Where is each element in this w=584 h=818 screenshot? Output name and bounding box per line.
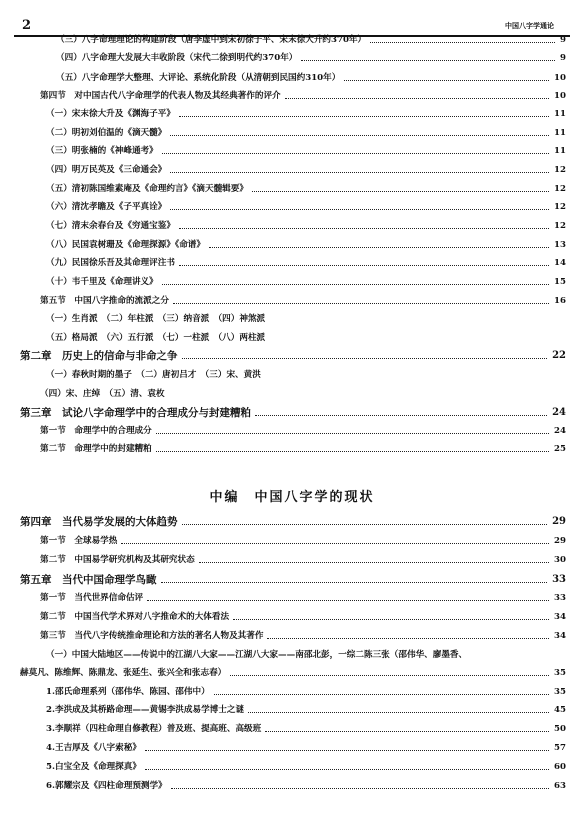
- toc-entry-label: 第四节 对中国古代八字命理学的代表人物及其经典著作的评介: [40, 91, 281, 101]
- toc-entry-label: （五）清初陈国维素庵及《命理约言》《滴天髓辑要》: [46, 184, 248, 194]
- toc-entry-page: 24: [554, 426, 566, 436]
- dot-leader: [248, 702, 549, 713]
- toc-entry-label: （四）明万民英及《三命通会》: [46, 165, 167, 175]
- toc-entry-label: 第一节 当代世界信命估评: [40, 593, 144, 603]
- toc-entry-label: 第二节 命理学中的封建糟粕: [40, 444, 152, 454]
- dot-leader: [214, 684, 549, 695]
- toc-entry-page: 10: [554, 73, 566, 83]
- toc-entry-page: 22: [552, 350, 566, 361]
- toc-entry[interactable]: [0, 32, 584, 48]
- toc-entry[interactable]: [0, 759, 584, 775]
- toc-entry-label: 6.郭耀宗及《四柱命理预测学》: [46, 781, 167, 791]
- dot-leader: [170, 162, 549, 173]
- toc-entry-page: 29: [552, 516, 566, 527]
- toc-entry-page: 14: [554, 258, 566, 268]
- toc-entry[interactable]: [0, 311, 584, 327]
- dot-leader: [121, 533, 549, 544]
- toc-entry-page: 16: [554, 296, 566, 306]
- toc-entry-label: （二）明初刘伯温的《滴天髓》: [46, 128, 167, 138]
- toc-entry-page: 12: [554, 165, 566, 175]
- toc-entry-label: （三）明张楠的《神峰通考》: [46, 146, 158, 156]
- toc-entry-page: 11: [554, 128, 566, 138]
- toc-entry-page: 10: [554, 91, 566, 101]
- toc-entry[interactable]: [0, 721, 584, 737]
- toc-entry[interactable]: [0, 552, 584, 568]
- dot-leader: [230, 665, 549, 676]
- toc-entry[interactable]: [0, 423, 584, 439]
- dot-leader: [162, 274, 549, 285]
- dot-leader: [171, 778, 549, 789]
- toc-entry-label: （十）韦千里及《命理讲义》: [46, 277, 158, 287]
- toc-entry[interactable]: [0, 590, 584, 606]
- toc-entry-label: （五）八字命理学大整理、大评论、系统化阶段（从清朝到民国约310年）: [56, 73, 341, 83]
- toc-entry-label: （一）宋末徐大升及《渊海子平》: [46, 109, 175, 119]
- toc-entry-label: 赫莫凡、陈维辉、陈鼎龙、张延生、张兴全和张志春）: [20, 668, 227, 678]
- toc-entry[interactable]: [0, 199, 584, 215]
- dot-leader: [156, 441, 549, 452]
- toc-entry-page: 50: [554, 724, 566, 734]
- toc-entry-page: 33: [554, 593, 566, 603]
- toc-entry[interactable]: [0, 330, 584, 346]
- toc-entry[interactable]: [0, 348, 584, 364]
- toc-entry-label: （一）春秋时期的墨子 （二）唐初吕才 （三）宋、黄洪: [46, 370, 261, 380]
- dot-leader: [179, 106, 549, 117]
- toc-entry-label: （六）清沈孝瞻及《子平真诠》: [46, 202, 167, 212]
- toc-entry-page: 35: [554, 687, 566, 697]
- toc-entry[interactable]: [0, 647, 584, 663]
- toc-entry-label: 5.白宝全及《命理探真》: [46, 762, 141, 772]
- toc-entry-page: 11: [554, 109, 566, 119]
- toc-entry-page: 12: [554, 184, 566, 194]
- dot-leader: [182, 348, 548, 359]
- toc-entry-label: 4.王吉厚及《八字索秘》: [46, 743, 141, 753]
- dot-leader: [344, 70, 549, 81]
- dot-leader: [301, 50, 555, 61]
- toc-entry-page: 9: [560, 35, 566, 45]
- dot-leader: [267, 628, 549, 639]
- dot-leader: [156, 423, 549, 434]
- toc-entry-page: 45: [554, 705, 566, 715]
- toc-entry-page: 13: [554, 240, 566, 250]
- toc-entry-page: 15: [554, 277, 566, 287]
- toc-entry[interactable]: [0, 367, 584, 383]
- toc-entry-label: （五）格局派 （六）五行派 （七）一柱派 （八）两柱派: [46, 333, 266, 343]
- dot-leader: [145, 740, 549, 751]
- toc-entry-label: （四）八字命理大发展大丰收阶段（宋代二徐到明代约370年）: [56, 53, 298, 63]
- dot-leader: [147, 590, 549, 601]
- dot-leader: [161, 572, 548, 583]
- dot-leader: [252, 181, 549, 192]
- toc-entry[interactable]: [0, 70, 584, 86]
- running-header-title: 中国八字学通论: [505, 21, 554, 30]
- toc-entry-label: 2.李洪成及其桥路命理——黄锡李洪成易学博士之谜: [46, 705, 245, 715]
- toc-entry[interactable]: [0, 106, 584, 122]
- toc-entry-label: 第四章 当代易学发展的大体趋势: [20, 516, 178, 528]
- toc-entry[interactable]: [0, 218, 584, 234]
- dot-leader: [182, 514, 548, 525]
- section-middle-title: 中编 中国八字学的现状: [209, 490, 375, 505]
- dot-leader: [145, 759, 549, 770]
- toc-entry[interactable]: [0, 125, 584, 141]
- dot-leader: [209, 237, 549, 248]
- toc-entry-page: 60: [554, 762, 566, 772]
- toc-entry-page: 12: [554, 221, 566, 231]
- dot-leader: [255, 405, 547, 416]
- toc-entry[interactable]: [0, 533, 584, 549]
- dot-leader: [170, 125, 549, 136]
- toc-entry[interactable]: [0, 386, 584, 402]
- toc-entry[interactable]: [0, 441, 584, 457]
- toc-entry-page: 63: [554, 781, 566, 791]
- toc-entry[interactable]: [0, 274, 584, 290]
- toc-entry[interactable]: [0, 255, 584, 271]
- toc-entry[interactable]: [0, 628, 584, 644]
- toc-entry-page: 35: [554, 668, 566, 678]
- toc-entry-label: 第一节 全球易学热: [40, 536, 118, 546]
- toc-entry-page: 33: [552, 574, 566, 585]
- dot-leader: [285, 88, 549, 99]
- toc-entry-label: 第三节 当代八字传统推命理论和方法的著名人物及其著作: [40, 631, 264, 641]
- dot-leader: [162, 143, 549, 154]
- toc-entry[interactable]: [0, 88, 584, 104]
- toc-entry[interactable]: [0, 237, 584, 253]
- toc-entry[interactable]: [0, 665, 584, 681]
- toc-entry[interactable]: [0, 572, 584, 588]
- toc-entry-page: 34: [554, 631, 566, 641]
- toc-entry-page: 34: [554, 612, 566, 622]
- toc-entry[interactable]: [0, 50, 584, 66]
- dot-leader: [170, 199, 549, 210]
- toc-entry-page: 12: [554, 202, 566, 212]
- toc-entry-page: 24: [552, 407, 566, 418]
- toc-entry[interactable]: [0, 702, 584, 718]
- toc-entry-page: 29: [554, 536, 566, 546]
- toc-entry[interactable]: [0, 740, 584, 756]
- dot-leader: [179, 218, 549, 229]
- toc-entry-label: 第二章 历史上的信命与非命之争: [20, 350, 178, 362]
- dot-leader: [265, 721, 549, 732]
- page-number: 2: [22, 18, 32, 33]
- toc-entry-label: 3.李顺祥（四柱命理自修教程）普及班、提高班、高级班: [46, 724, 262, 734]
- toc-entry-label: （一）生肖派 （二）年柱派 （三）纳音派 （四）神煞派: [46, 314, 266, 324]
- toc-entry-label: 第三章 试论八字命理学中的合理成分与封建糟粕: [20, 407, 251, 419]
- dot-leader: [370, 32, 555, 43]
- dot-leader: [199, 552, 549, 563]
- toc-entry[interactable]: [0, 143, 584, 159]
- toc-entry-label: （三）八字命理理论的构建阶段（唐李虚中到宋初徐子平、宋末徐大升约370年）: [56, 35, 367, 45]
- toc-entry-label: 第五节 中国八字推命的流派之分: [40, 296, 169, 306]
- toc-entry-page: 11: [554, 146, 566, 156]
- toc-entry-label: 第二节 中国当代学术界对八字推命术的大体看法: [40, 612, 230, 622]
- toc-entry[interactable]: [0, 609, 584, 625]
- dot-leader: [173, 293, 549, 304]
- toc-entry[interactable]: [0, 405, 584, 421]
- toc-entry-label: （一）中国大陆地区——传说中的江湖八大家——江湖八大家——南邵北彭，一综二陈三张（邵伟华、廖墨香、: [46, 650, 468, 660]
- dot-leader: [179, 255, 549, 266]
- toc-entry[interactable]: [0, 778, 584, 794]
- toc-entry[interactable]: [0, 293, 584, 309]
- toc-entry-label: 第一节 命理学中的合理成分: [40, 426, 152, 436]
- toc-entry-label: 第二节 中国易学研究机构及其研究状态: [40, 555, 195, 565]
- toc-entry-page: 25: [554, 444, 566, 454]
- toc-entry-label: （九）民国徐乐吾及其命理评注书: [46, 258, 175, 268]
- toc-entry-label: （七）清末余春台及《穷通宝鉴》: [46, 221, 175, 231]
- toc-entry-page: 9: [560, 53, 566, 63]
- toc-entry[interactable]: [0, 181, 584, 197]
- toc-entry-label: （八）民国袁树珊及《命理探源》《命谱》: [46, 240, 205, 250]
- toc-entry-page: 30: [554, 555, 566, 565]
- toc-entry-page: 57: [554, 743, 566, 753]
- dot-leader: [233, 609, 549, 620]
- toc-entry-label: 第五章 当代中国命理学鸟瞰: [20, 574, 157, 586]
- toc-entry-label: 1.邵氏命理系列（邵伟华、陈园、邵伟中）: [46, 687, 210, 697]
- toc-entry[interactable]: [0, 162, 584, 178]
- toc-entry[interactable]: [0, 684, 584, 700]
- toc-entry-label: （四）宋、庄绰 （五）清、袁枚: [40, 389, 165, 399]
- toc-entry[interactable]: [0, 514, 584, 530]
